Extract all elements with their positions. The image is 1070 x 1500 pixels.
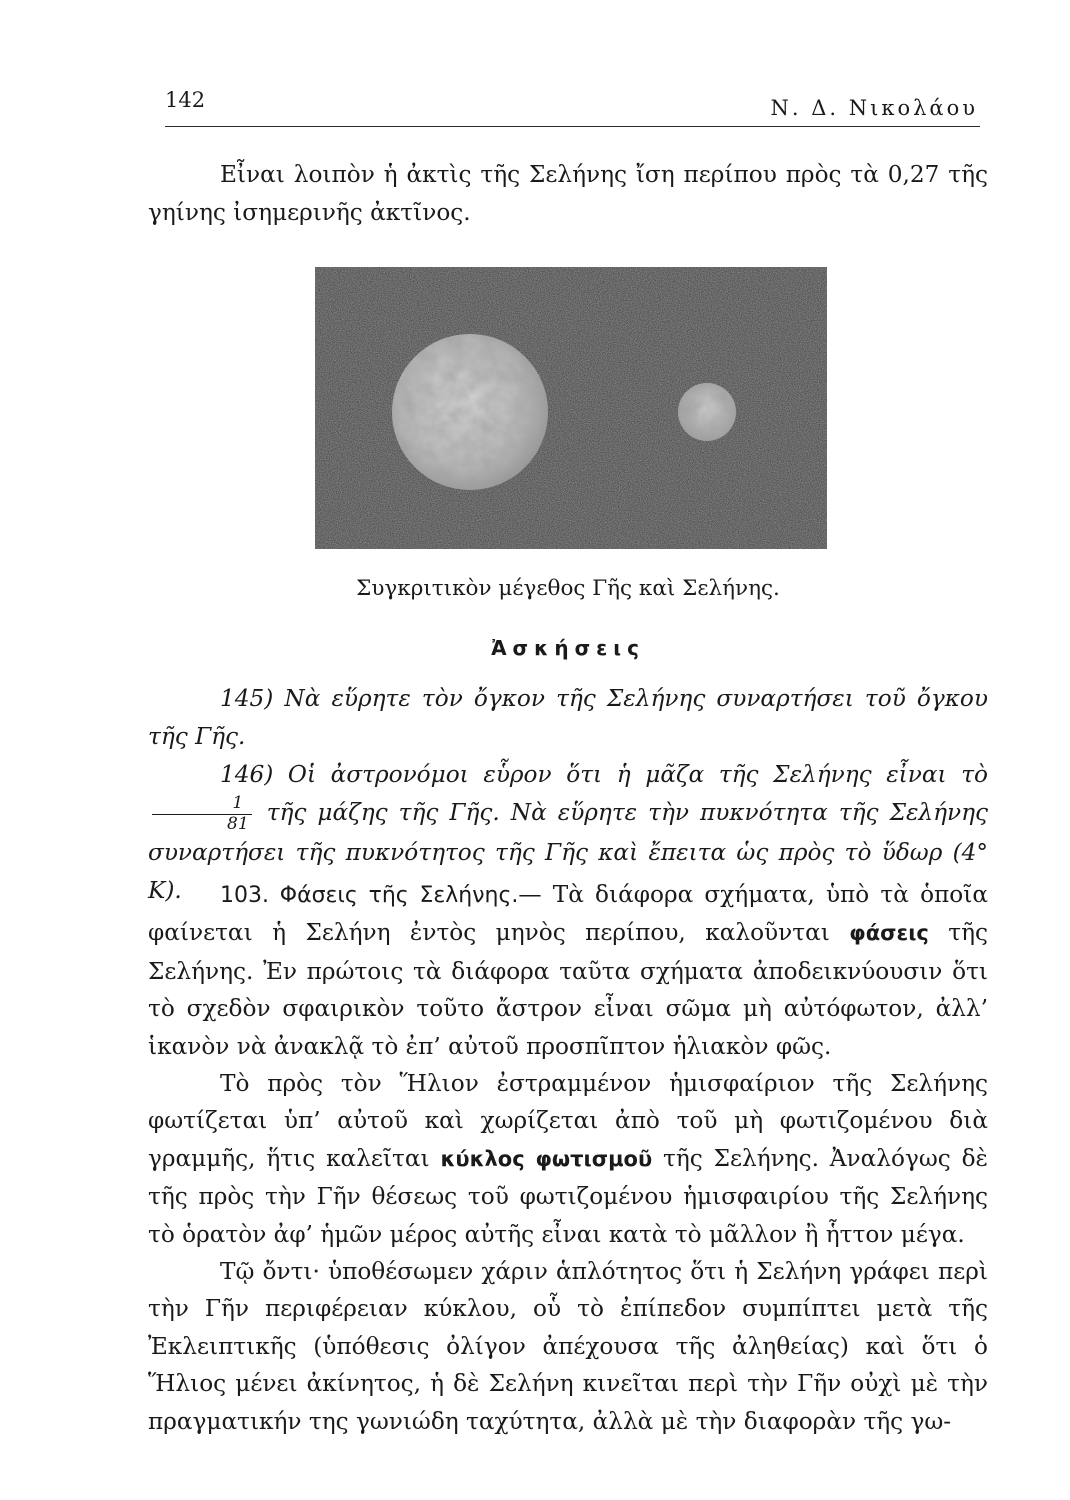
exercise-146-text-a: 146) Οἱ ἀστρονόμοι εὗρον ὅτι ἡ μᾶζα τῆς Σελήνης εἶναι τὸ xyxy=(220,761,988,788)
paragraph-1-text-b: τῆς Σελήνης. Ἐν πρώτοις τὰ διάφορα ταῦτα σχήματα ἀποδεικνύουσιν ὅτι τὸ σχεδὸν σφαιρικὸν τοῦτο ἄστρον εἶναι σῶμα μὴ αὐτόφωτον, ἀλλ’ ἱκανὸν νὰ ἀνακλᾷ τὸ ἐπ’ αὐτοῦ προσπῖπτον ἡλιακὸν φῶς. xyxy=(148,919,989,1060)
paragraph-1-text-a: — Τὰ διάφορα σχήματα, ὑπὸ τὰ ὁποῖα φαίνεται ἡ Σελήνη ἐντὸς μηνὸς περίπου, καλοῦνται xyxy=(148,881,989,947)
page-number: 142 xyxy=(165,88,206,112)
earth-moon-illustration xyxy=(315,267,827,549)
moon-surface-texture xyxy=(678,383,736,441)
exercise-146-text-b: τῆς μάζης τῆς Γῆς. Νὰ εὕρητε τὴν πυκνότητα τῆς Σελήνης συναρτήσει τῆς πυκνότητος τῆς Γῆς καὶ ἔπειτα ὡς πρὸς τὸ ὕδωρ (4° Κ). xyxy=(148,799,988,905)
fraction-denominator: 81 xyxy=(227,813,249,834)
term-circle-of-illumination: κύκλος φωτισμοῦ xyxy=(440,1146,653,1171)
section-paragraph-1 xyxy=(148,876,988,1065)
fraction-one-eighty-first xyxy=(152,794,252,834)
earth-moon-photo xyxy=(315,267,827,549)
fraction-numerator: 1 xyxy=(152,794,252,815)
paragraph-2-text-a: Τὸ πρὸς τὸν Ἥλιον ἐστραμμένον ἡμισφαίριον τῆς Σελήνης φωτίζεται ὑπ’ αὐτοῦ καὶ χωρίζεται ἀπὸ τοῦ μὴ φωτιζομένου διὰ γραμμῆς, ἥτις καλεῖται xyxy=(148,1070,988,1172)
section-paragraph-2 xyxy=(148,1065,988,1253)
running-head: Ν. Δ. Νικολάου xyxy=(770,96,978,120)
page-header xyxy=(165,84,980,127)
intro-paragraph xyxy=(148,156,988,231)
section-103 xyxy=(148,876,988,1440)
exercise-145: 145) Νὰ εὕρητε τὸν ὄγκον τῆς Σελήνης συναρτήσει τοῦ ὄγκου τῆς Γῆς. xyxy=(148,685,988,750)
section-paragraph-3: Τῷ ὄντι· ὑποθέσωμεν χάριν ἁπλότητος ὅτι ἡ Σελήνη γράφει περὶ τὴν Γῆν περιφέρειαν κύκλου, οὗ τὸ ἐπίπεδον συμπίπτει μετὰ τῆς Ἐκλειπτικῆς (ὑπόθεσις ὀλίγον ἀπέχουσα τῆς ἀληθείας) καὶ ὅτι ὁ Ἥλιος μένει ἀκίνητος, ἡ δὲ Σελήνη κινεῖται περὶ τὴν Γῆν οὐχὶ μὲ τὴν πραγματικήν της γωνιώδη ταχύτητα, ἀλλὰ μὲ τὴν διαφορὰν τῆς γω- xyxy=(148,1258,988,1435)
exercises-heading: Ἀσκήσεις xyxy=(491,636,645,660)
term-phases: φάσεις xyxy=(849,921,929,946)
paragraph-2-text-b: τῆς Σελήνης. Ἀναλόγως δὲ τῆς πρὸς τὴν Γῆν θέσεως τοῦ φωτιζομένου ἡμισφαιρίου τῆς Σελήνης τὸ ὁρατὸν ἀφ’ ἡμῶν μέρος αὐτῆς εἶναι κατὰ τὸ μᾶλλον ἢ ἧττον μέγα. xyxy=(148,1144,988,1248)
earth-surface-texture xyxy=(392,334,548,490)
intro-text: Εἶναι λοιπὸν ἡ ἀκτὶς τῆς Σελήνης ἴση περίπου πρὸς τὰ 0,27 τῆς γηίνης ἰσημερινῆς ἀκτῖνος. xyxy=(148,161,988,226)
figure-caption: Συγκριτικὸν μέγεθος Γῆς καὶ Σελήνης. xyxy=(356,576,780,601)
film-grain xyxy=(315,267,827,549)
section-title: 103. Φάσεις τῆς Σελήνης. xyxy=(220,883,519,908)
